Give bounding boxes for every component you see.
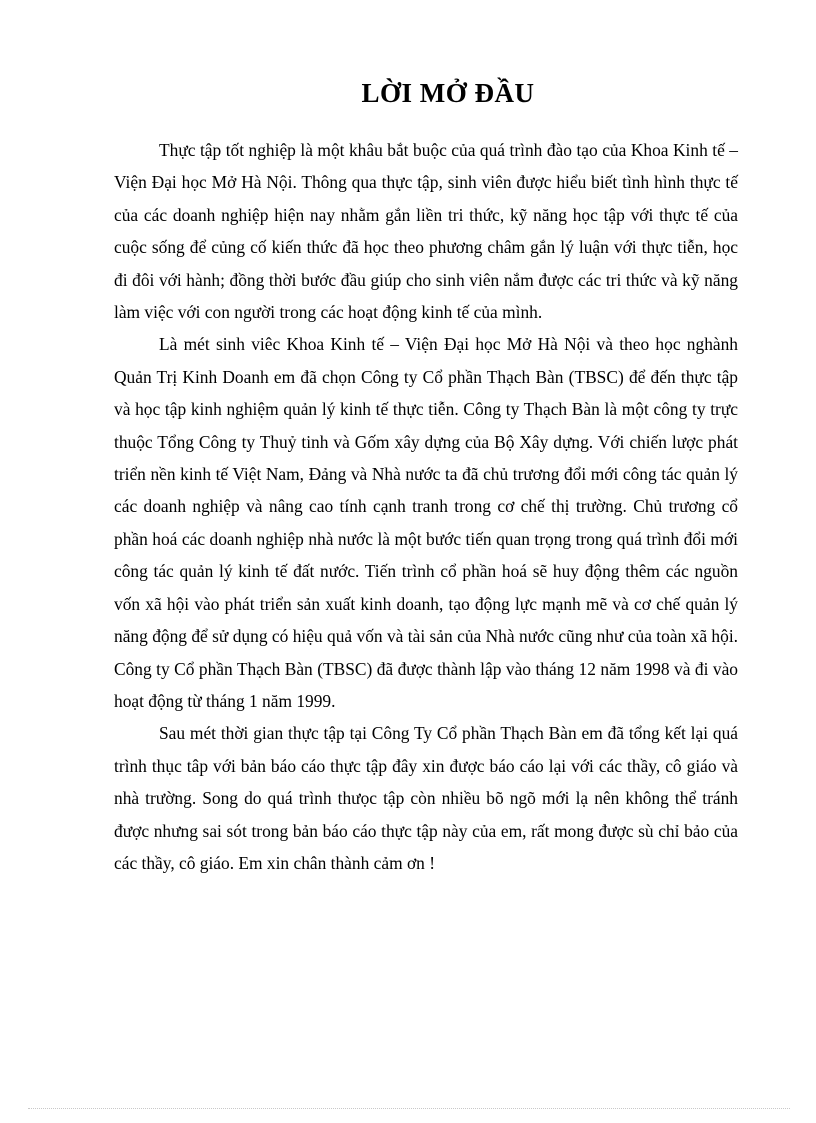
paragraph-3: Sau mét thời gian thực tập tại Công Ty Cổ phần Thạch Bàn em đã tổng kết lại quá trình thục tâp với bản báo cáo thực tập đây xin được báo cáo lại với các thầy, cô giáo và nhà trường. Song do quá trình thưọc tập còn nhiều bõ ngõ mới lạ nên không thể tránh được nhưng sai sót trong bản báo cáo thực tập này của em, rất mong được sù chỉ bảo của các thầy, cô giáo. Em xin chân thành cảm ơn !: [114, 723, 738, 873]
paragraph-1: Thực tập tốt nghiệp là một khâu bắt buộc của quá trình đào tạo của Khoa Kinh tế – Viện Đại học Mở Hà Nội. Thông qua thực tập, sinh viên được hiểu biết tình hình thực tế của các doanh nghiệp hiện nay nhằm gắn liền tri thức, kỹ năng học tập với thực tế của cuộc sống để củng cố kiến thức đã học theo phương châm gắn lý luận với thực tiễn, học đi đôi với hành; đồng thời bước đầu giúp cho sinh viên nắm được các tri thức và kỹ năng làm việc với con người trong các hoạt động kinh tế của mình.: [114, 140, 738, 323]
paragraph-2: Là mét sinh viêc Khoa Kinh tế – Viện Đại học Mở Hà Nội và theo học nghành Quản Trị Kinh Doanh em đã chọn Công ty Cổ phần Thạch Bàn (TBSC) để đến thực tập và học tập kinh nghiệm quản lý kinh tế thực tiễn. Công ty Thạch Bàn là một công ty trực thuộc Tổng Công ty Thuỷ tinh và Gốm xây dựng của Bộ Xây dựng. Với chiến lược phát triển nền kinh tế Việt Nam, Đảng và Nhà nước ta đã chủ trương đổi mới công tác quản lý các doanh nghiệp và nâng cao tính cạnh tranh trong cơ chế thị trường. Chủ trương cổ phần hoá các doanh nghiệp nhà nước là một bước tiến quan trọng trong quá trình đổi mới công tác quản lý kinh tế đất nước. Tiến trình cổ phần hoá sẽ huy động thêm các nguồn vốn xã hội vào phát triển sản xuất kinh doanh, tạo động lực mạnh mẽ và cơ chế quản lý năng động để sử dụng có hiệu quả vốn và tài sản của Nhà nước cũng như của toàn xã hội. Công ty Cổ phần Thạch Bàn (TBSC) đã được thành lập vào tháng 12 năm 1998 và đi vào hoạt động từ tháng 1 năm 1999.: [114, 334, 738, 711]
page-title: LỜI MỞ ĐẦU: [361, 78, 535, 108]
body-text: [114, 134, 738, 879]
footer-divider: [28, 1108, 790, 1109]
